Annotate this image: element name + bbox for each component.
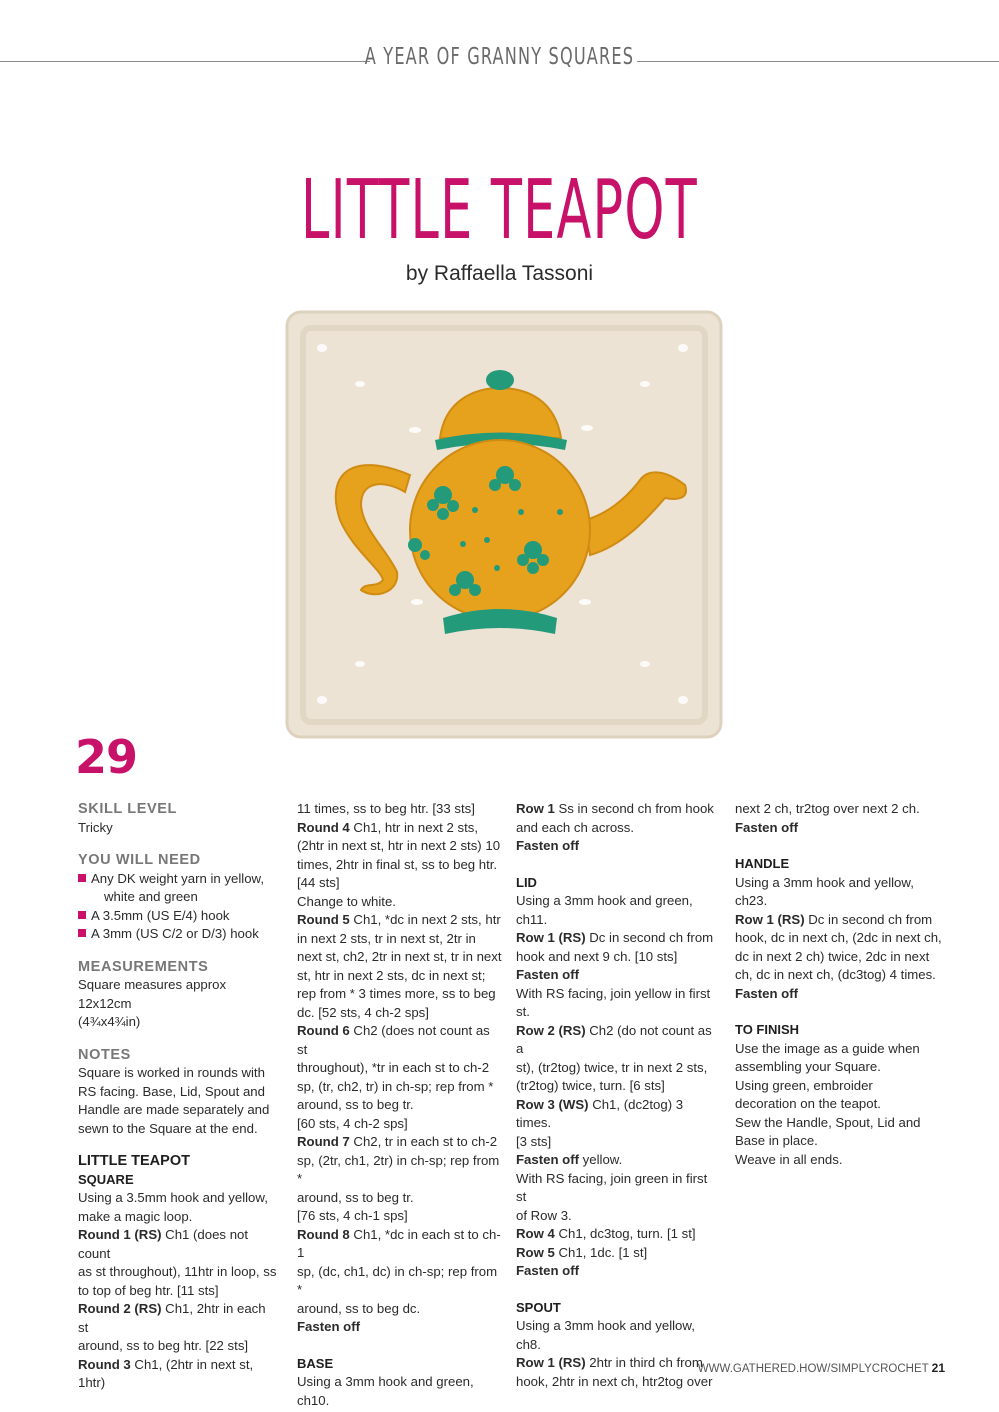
need-list: [78, 870, 278, 944]
lid-row-4: Row 4 Ch1, dc3tog, turn. [1 st]: [516, 1226, 696, 1241]
fasten-off: Fasten off: [735, 985, 799, 1001]
measurements-text: Square measures approx 12x12cm (4¾x4¾in): [78, 977, 227, 1029]
list-item: Any DK weight yarn in yellow, white and green: [78, 870, 278, 907]
handle-heading: HANDLE: [735, 856, 790, 871]
page-footer: [0, 1361, 945, 1375]
round-5: Round 5 Ch1, *dc in next 2 sts, htr: [297, 912, 501, 927]
footer-url: WWW.GATHERED.HOW/SIMPLYCROCHET: [697, 1363, 929, 1375]
lid-heading: LID: [516, 874, 537, 890]
measurements-heading: MEASUREMENTS: [78, 958, 209, 975]
page-number: 21: [931, 1361, 945, 1375]
round-6: Round 6 Ch2 (does not count as st: [297, 1023, 490, 1057]
lid-row-1: Row 1 (RS) Dc in second ch from: [516, 930, 714, 945]
round-3: Round 3 Ch1, (2htr in next st, 1htr): [78, 1356, 254, 1390]
fasten-off: Fasten off: [516, 1263, 580, 1278]
base-heading: BASE: [297, 1355, 334, 1371]
base-row-1: Row 1 Ss in second ch from hook: [516, 801, 714, 816]
need-heading: YOU WILL NEED: [78, 852, 201, 868]
fasten-off-yellow: Fasten off yellow.: [516, 1152, 623, 1167]
lid-row-5: Row 5 Ch1, 1dc. [1 st]: [516, 1244, 648, 1260]
fasten-off: Fasten off: [297, 1319, 361, 1334]
pattern-number: 29: [75, 730, 138, 784]
lid-row-3: Row 3 (WS) Ch1, (dc2tog) 3 times.: [516, 1096, 684, 1130]
lid-row-2: Row 2 (RS) Ch2 (do not count as a: [516, 1022, 712, 1056]
list-item: A 3.5mm (US E/4) hook: [78, 907, 278, 926]
fasten-off: Fasten off: [735, 819, 799, 835]
finish-heading: TO FINISH: [735, 1022, 800, 1037]
magazine-section-title: A YEAR OF GRANNY SQUARES: [364, 44, 635, 70]
notes-text: Square is worked in rounds with RS facing. Base, Lid, Spout and Handle are made separately and sewn to the Square at the end.: [78, 1065, 270, 1136]
fasten-off: Fasten off: [516, 838, 580, 853]
round-2: Round 2 (RS) Ch1, 2htr in each st: [78, 1301, 266, 1335]
bullet-icon: [78, 911, 86, 919]
round-4: Round 4 Ch1, htr in next 2 sts,: [297, 819, 479, 835]
square-heading: SQUARE: [78, 1171, 134, 1187]
spout-row-1: Row 1 (RS) 2htr in third ch from: [516, 1355, 703, 1370]
column-2: 11 times, ss to beg htr. [33 sts] Round 4 Ch1, htr in next 2 sts, (2htr in next st, htr in next 2 sts) 10 times, 2htr in final st, ss to beg htr. [44 sts] Change to white. Round 5 Ch1, *dc in next 2 sts, htr in next 2 sts, tr in next st, 2tr in next st, ch2, 2tr in next st, tr in next st, htr in next 2 sts, dc in next st; rep from * 3 times more, ss to beg dc. [52 sts, 4 ch-2 sps] Round 6 Ch2 (does not count as st throughout), *tr in each st to ch-2 sp, (tr, ch2, tr) in ch-sp; rep from * around, ss to beg tr. [60 sts, 4 ch-2 sps] Round 7 Ch2, tr in each st to ch-2 sp, (2tr, ch1, 2tr) in ch-sp; rep from * around, ss to beg tr. [76 sts, 4 ch-1 sps] Round 8 Ch1, *dc in each st to ch-1 sp, (dc, ch1, dc) in ch-sp; rep from * around, ss to beg dc. Fasten off BASE Using a 3mm hook and green, ch10.: [297, 801, 502, 1408]
fasten-off: Fasten off: [516, 967, 580, 982]
page-title: LITTLE TEAPOT: [301, 163, 698, 258]
round-1: Round 1 (RS) Ch1 (does not count: [78, 1227, 249, 1261]
round-8: Round 8 Ch1, *dc in each st to ch-1: [297, 1226, 501, 1260]
column-4: next 2 ch, tr2tog over next 2 ch. Fasten off HANDLE Using a 3mm hook and yellow, ch23. Row 1 (RS) Dc in second ch from hook, dc in next ch, (2dc in next ch, dc in next 2 ch) twice, 2dc in next ch, dc in next ch, (dc3tog) 4 times. Fasten off TO FINISH Use the image as a guide when assembling your Square. Using green, embroider decoration on the teapot. Sew the Handle, Spout, Lid and Base in place. Weave in all ends.: [735, 800, 950, 1169]
skill-value: Tricky: [78, 819, 113, 835]
column-3: Row 1 Ss in second ch from hook and each ch across. Fasten off LID Using a 3mm hook and green, ch11. Row 1 (RS) Dc in second ch from hook and next 9 ch. [10 sts] Fasten off With RS facing, join yellow in first st. Row 2 (RS) Ch2 (do not count as a st), (tr2tog) twice, tr in next 2 sts, (tr2tog) twice, turn. [6 sts] Row 3 (WS) Ch1, (dc2tog) 3 times. [3 sts] Fasten off yellow. With RS facing, join green in first st of Row 3. Row 4 Ch1, dc3tog, turn. [1 st] Row 5 Ch1, 1dc. [1 st] Fasten off SPOUT Using a 3mm hook and yellow, ch8. Row 1 (RS) 2htr in third ch from hook, 2htr in next ch, htr2tog over: [516, 800, 721, 1391]
author-byline: by Raffaella Tassoni: [405, 262, 594, 285]
bullet-icon: [78, 929, 86, 937]
handle-row-1: Row 1 (RS) Dc in second ch from: [735, 911, 933, 927]
teapot-square-photo: [265, 300, 735, 750]
notes-heading: NOTES: [78, 1046, 131, 1063]
bullet-icon: [78, 874, 86, 882]
section-heading: LITTLE TEAPOT: [78, 1153, 190, 1169]
spout-heading: SPOUT: [516, 1299, 561, 1315]
column-1: SKILL LEVEL Tricky YOU WILL NEED Any DK weight yarn in yellow, white and green A 3.5mm (US E/4) hook A 3mm (US C/2 or D/3) hook MEASUREMENTS Square measures approx 12x12cm (4¾x4¾in) NOTES Square is worked in rounds with RS facing. Base, Lid, Spout and Handle are made separately and sewn to the Square at the end. LITTLE TEAPOT SQUARE Using a 3.5mm hook and yellow, make a magic loop. Round 1 (RS) Ch1 (does not count as st throughout), 11htr in loop, ss to top of beg htr. [11 sts] Round 2 (RS) Ch1, 2htr in each st around, ss to beg htr. [22 sts] Round 3 Ch1, (2htr in next st, 1htr): [78, 800, 278, 1393]
round-7: Round 7 Ch2, tr in each st to ch-2: [297, 1134, 498, 1149]
skill-heading: SKILL LEVEL: [78, 801, 177, 817]
list-item: A 3mm (US C/2 or D/3) hook: [78, 925, 278, 944]
